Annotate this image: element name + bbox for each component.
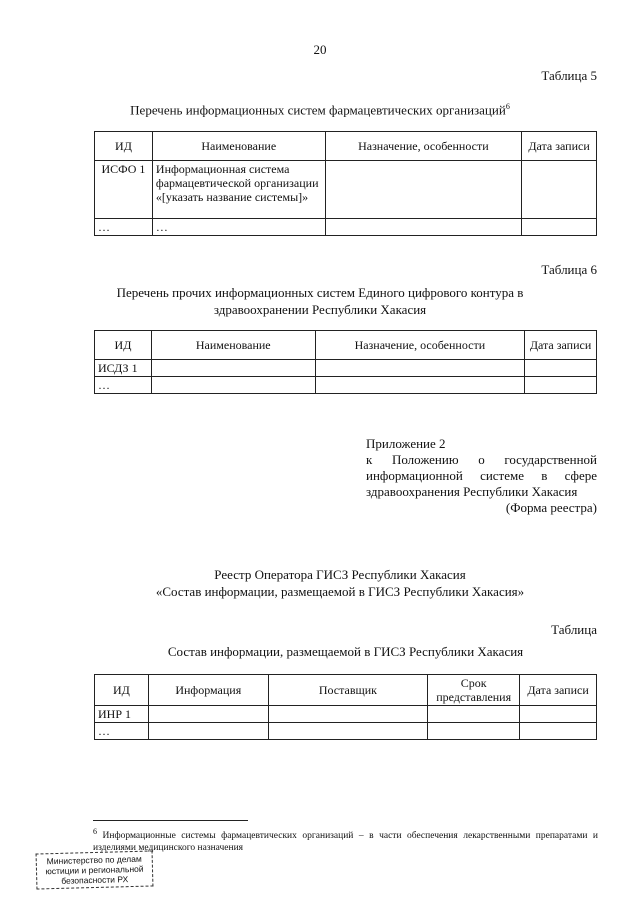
appendix-title: Приложение 2 xyxy=(366,436,446,451)
table-cell: … xyxy=(152,219,325,236)
table6-header-id: ИД xyxy=(95,331,152,360)
appendix-block xyxy=(366,436,597,516)
table-cell: ИНР 1 xyxy=(95,706,149,723)
table-cell xyxy=(522,219,597,236)
table5-header-name: Наименование xyxy=(152,132,325,161)
table-cell: … xyxy=(95,377,152,394)
table-cell xyxy=(315,377,524,394)
appendix-reference: к Положению о государственной информационной системе в сфере здравоохранения Республики Хакасия xyxy=(366,452,597,499)
table-cell xyxy=(428,723,520,740)
table6 xyxy=(94,330,597,394)
table-cell xyxy=(525,360,597,377)
table-cell: Информационная система фармацевтической организации «[указать название системы]» xyxy=(152,161,325,219)
table-cell xyxy=(151,360,315,377)
table6-label: Таблица 6 xyxy=(541,262,597,277)
table-cell xyxy=(148,706,268,723)
table-cell xyxy=(525,377,597,394)
table5 xyxy=(94,131,597,236)
table-cell xyxy=(315,360,524,377)
footnote: $^6$ Информационные системы фармацевтических организаций – в части обеспечения лекарственными препаратами и изделиями медицинского назначения xyxy=(93,827,599,854)
table-cell xyxy=(148,723,268,740)
table5-header-date: Дата записи xyxy=(522,132,597,161)
table-cell xyxy=(325,161,521,219)
table-cell xyxy=(268,706,428,723)
table5-header-purpose: Назначение, особенности xyxy=(325,132,521,161)
table6-title: Перечень прочих информационных систем Единого цифрового контура в здравоохранении Республики Хакасия xyxy=(116,285,524,317)
footnote-divider xyxy=(93,820,248,821)
table-cell xyxy=(151,377,315,394)
table-cell xyxy=(522,161,597,219)
table6-header-name: Наименование xyxy=(151,331,315,360)
table-cell xyxy=(520,706,597,723)
table7-title: Состав информации, размещаемой в ГИСЗ Республики Хакасия xyxy=(167,644,524,659)
table-cell xyxy=(325,219,521,236)
table-cell: … xyxy=(95,723,149,740)
table5-label: Таблица 5 xyxy=(541,68,597,83)
table-cell: … xyxy=(95,219,153,236)
table7-header-id: ИД xyxy=(95,675,149,706)
table7-header-info: Информация xyxy=(148,675,268,706)
table-cell xyxy=(428,706,520,723)
table7 xyxy=(94,674,597,740)
registry-title: Реестр Оператора ГИСЗ Республики Хакасия «Состав информации, размещаемой в ГИСЗ Республики Хакасия» xyxy=(155,567,525,599)
table-cell xyxy=(268,723,428,740)
table-cell: ИСДЗ 1 xyxy=(95,360,152,377)
table7-header-date: Дата записи xyxy=(520,675,597,706)
ministry-stamp: Министерство по делам юстиции и региональной безопасности РХ xyxy=(36,850,154,889)
table5-header-id: ИД xyxy=(95,132,153,161)
table-cell xyxy=(520,723,597,740)
table5-title: Перечень информационных систем фармацевтических организаций$^6$ xyxy=(130,102,510,118)
table7-header-term: Срок представления xyxy=(428,675,520,706)
table-cell: ИСФО 1 xyxy=(95,161,153,219)
table7-header-supplier: Поставщик xyxy=(268,675,428,706)
table6-header-date: Дата записи xyxy=(525,331,597,360)
footnote-ref: 6 xyxy=(505,102,510,111)
table6-header-purpose: Назначение, особенности xyxy=(315,331,524,360)
appendix-form: (Форма реестра) xyxy=(505,500,597,515)
page-number: 20 xyxy=(313,42,327,57)
table7-label: Таблица xyxy=(551,622,597,637)
